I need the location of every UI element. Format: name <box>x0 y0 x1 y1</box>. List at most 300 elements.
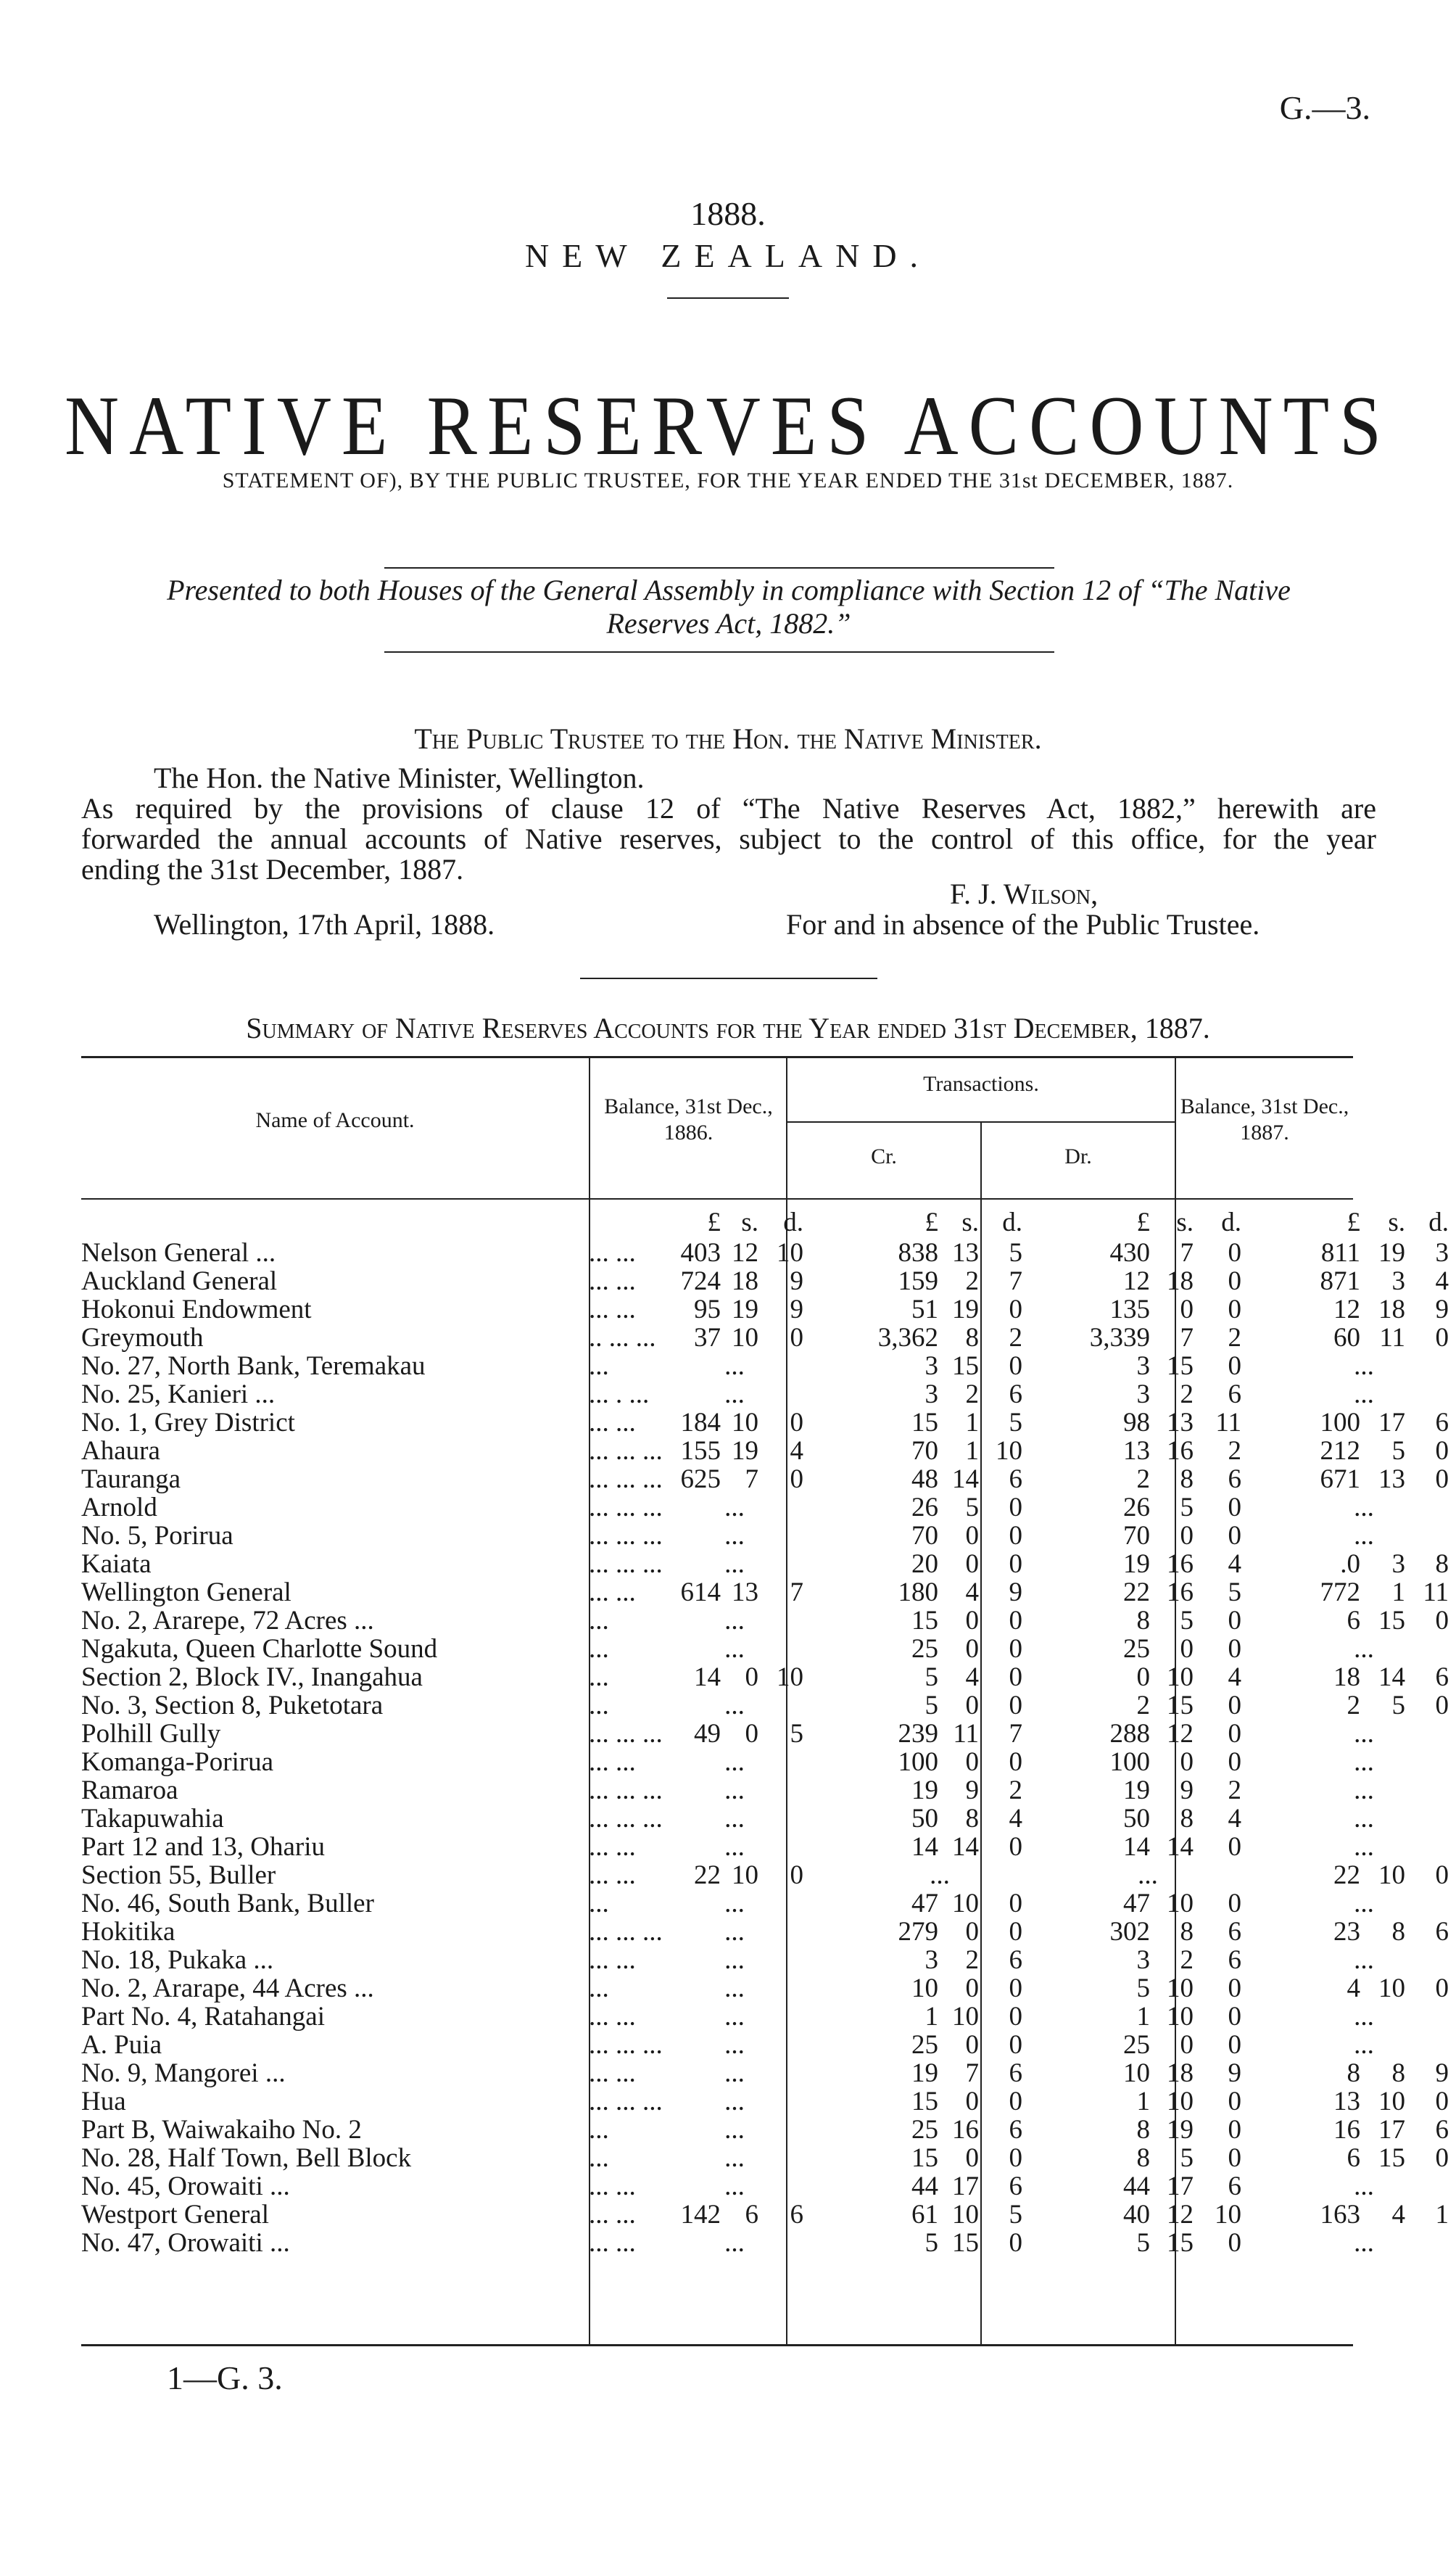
dr-pence: 0 <box>1228 1238 1241 1268</box>
cr-pence: 5 <box>1009 1408 1022 1438</box>
b86-empty: ... <box>724 1521 745 1551</box>
b87-pence: 0 <box>1435 1606 1449 1636</box>
cr-pounds: 70 <box>911 1521 938 1551</box>
cr-shillings: 2 <box>965 1379 979 1409</box>
cr-shillings: 17 <box>952 2172 979 2201</box>
cr-shillings: 13 <box>952 1238 979 1268</box>
dr-pence: 0 <box>1228 1295 1241 1324</box>
dr-shillings: 5 <box>1180 1606 1194 1636</box>
cr-pounds: 50 <box>911 1804 938 1834</box>
dr-pounds: 8 <box>1136 2115 1150 2145</box>
dr-shillings: 2 <box>1180 1379 1194 1409</box>
cr-shillings: 2 <box>965 1266 979 1296</box>
b87-pounds: 2 <box>1347 1691 1360 1720</box>
b86-shillings: 18 <box>732 1266 758 1296</box>
leader-dots: ... ... <box>589 1295 636 1324</box>
account-name: Nelson General ... <box>81 1238 276 1268</box>
units-row <box>81 1208 1449 1237</box>
b86-shillings: 10 <box>732 1323 758 1353</box>
cr-pounds: 48 <box>911 1464 938 1494</box>
account-name: No. 28, Half Town, Bell Block <box>81 2143 412 2173</box>
dr-pounds: 12 <box>1123 1266 1150 1296</box>
b87-shillings: 8 <box>1391 2058 1405 2088</box>
account-name: Section 55, Buller <box>81 1860 276 1890</box>
dr-pounds: 3 <box>1136 1379 1150 1409</box>
dr-shillings: 16 <box>1167 1577 1194 1607</box>
cr-shillings: 16 <box>952 2115 979 2145</box>
divider <box>667 297 789 299</box>
leader-dots: .. ... ... <box>589 1323 656 1353</box>
dr-shillings: 0 <box>1180 2030 1194 2060</box>
cr-pounds: 3 <box>925 1945 938 1975</box>
account-name: Ahaura <box>81 1436 160 1466</box>
cr-pence: 5 <box>1009 2200 1022 2230</box>
cr-pence: 6 <box>1009 2058 1022 2088</box>
b86-empty: ... <box>724 1832 745 1862</box>
cr-pounds: 25 <box>911 1634 938 1664</box>
dr-pence: 0 <box>1228 1521 1241 1551</box>
leader-dots: ... ... ... <box>589 2087 663 2116</box>
b87-shillings: 3 <box>1391 1549 1405 1579</box>
cr-pounds: 279 <box>898 1917 938 1947</box>
leader-dots: ... ... ... <box>589 1464 663 1494</box>
dr-pence: 0 <box>1228 2143 1241 2173</box>
dr-pounds: 430 <box>1109 1238 1150 1268</box>
cr-pence: 6 <box>1009 1379 1022 1409</box>
letter-body-line-2: forwarded the annual accounts of Native reserves, subject to the control of this office, for the year <box>81 822 1376 855</box>
cr-shillings: 0 <box>965 1691 979 1720</box>
dr-pence: 0 <box>1228 2030 1241 2060</box>
cr-pence: 0 <box>1009 1691 1022 1720</box>
cr-pence: 0 <box>1009 1747 1022 1777</box>
b87-empty: ... <box>1354 1832 1374 1862</box>
dr-pence: 6 <box>1228 1917 1241 1947</box>
dr-shillings: 15 <box>1167 1351 1194 1381</box>
dr-shillings: 19 <box>1167 2115 1194 2145</box>
dr-pence: 0 <box>1228 1889 1241 1918</box>
summary-title: Summary of Native Reserves Accounts for the Year ended 31st December, 1887. <box>246 1012 1210 1044</box>
b87-pounds: 23 <box>1333 1917 1360 1947</box>
dr-pounds: 302 <box>1109 1917 1150 1947</box>
cr-shillings: 0 <box>965 1521 979 1551</box>
header-balance-1887: Balance, 31st Dec., 1887. <box>1180 1094 1349 1144</box>
leader-dots: ... ... <box>589 1747 636 1777</box>
leader-dots: ... ... <box>589 1238 636 1268</box>
leader-dots: ... ... ... <box>589 2030 663 2060</box>
cr-pence: 6 <box>1009 1464 1022 1494</box>
dr-pounds: 1 <box>1136 2002 1150 2032</box>
unit-pounds: £ <box>1136 1208 1150 1237</box>
accounts-table <box>81 1239 1449 2257</box>
b86-shillings: 0 <box>745 1719 758 1749</box>
b87-pounds: 871 <box>1320 1266 1360 1296</box>
b87-shillings: 3 <box>1391 1266 1405 1296</box>
b86-pence: 0 <box>790 1464 803 1494</box>
b87-pounds: 671 <box>1320 1464 1360 1494</box>
account-name: No. 46, South Bank, Buller <box>81 1889 374 1918</box>
table-row <box>81 1691 1449 1720</box>
b87-shillings: 5 <box>1391 1691 1405 1720</box>
country-heading: NEW ZEALAND. <box>524 237 932 274</box>
cr-shillings: 0 <box>965 1606 979 1636</box>
cr-pounds: 15 <box>911 1606 938 1636</box>
b86-shillings: 13 <box>732 1577 758 1607</box>
cr-shillings: 2 <box>965 1945 979 1975</box>
cr-pounds: 1 <box>925 2002 938 2032</box>
dr-pounds: 70 <box>1123 1521 1150 1551</box>
dr-shillings: 10 <box>1167 1662 1194 1692</box>
cr-shillings: 14 <box>952 1464 979 1494</box>
divider <box>384 651 1054 653</box>
b86-empty: ... <box>724 1493 745 1522</box>
unit-pounds: £ <box>1347 1208 1360 1237</box>
b86-empty: ... <box>724 2058 745 2088</box>
dr-shillings: 0 <box>1180 1747 1194 1777</box>
cr-pounds: 26 <box>911 1493 938 1522</box>
b86-empty: ... <box>724 1804 745 1834</box>
b86-pence: 4 <box>790 1436 803 1466</box>
dr-pence: 0 <box>1228 1493 1241 1522</box>
dr-pounds: 26 <box>1123 1493 1150 1522</box>
b87-shillings: 5 <box>1391 1436 1405 1466</box>
header-name-of-account: Name of Account. <box>255 1108 415 1132</box>
b87-pence: 0 <box>1435 2087 1449 2116</box>
b86-shillings: 19 <box>732 1436 758 1466</box>
presented-line-2: Reserves Act, 1882.” <box>606 607 851 640</box>
cr-pounds: 838 <box>898 1238 938 1268</box>
b86-empty: ... <box>724 1945 745 1975</box>
dr-shillings: 16 <box>1167 1549 1194 1579</box>
b87-pounds: 772 <box>1320 1577 1360 1607</box>
account-name: Wellington General <box>81 1577 291 1607</box>
dr-shillings: 12 <box>1167 2200 1194 2230</box>
cr-pounds: 3 <box>925 1351 938 1381</box>
leader-dots: ... ... <box>589 1577 636 1607</box>
dr-shillings: 13 <box>1167 1408 1194 1438</box>
account-name: Polhill Gully <box>81 1719 221 1749</box>
dr-pounds: 288 <box>1109 1719 1150 1749</box>
header-transactions: Transactions. <box>923 1072 1039 1096</box>
table-row <box>81 1324 1449 1352</box>
document-title: NATIVE RESERVES ACCOUNTS <box>64 379 1392 473</box>
cr-shillings: 0 <box>965 2143 979 2173</box>
leader-dots: ... ... ... <box>589 1804 663 1834</box>
b86-pounds: 14 <box>694 1662 721 1692</box>
table-row <box>81 2116 1449 2144</box>
b86-pence: 9 <box>790 1266 803 1296</box>
dr-pence: 0 <box>1228 1832 1241 1862</box>
leader-dots: ... <box>589 1691 609 1720</box>
table-row <box>81 1748 1449 1776</box>
dr-pence: 6 <box>1228 1464 1241 1494</box>
cr-pounds: 3 <box>925 1379 938 1409</box>
b86-empty: ... <box>724 2002 745 2032</box>
dr-pence: 0 <box>1228 1351 1241 1381</box>
cr-shillings: 1 <box>965 1408 979 1438</box>
dr-shillings: 18 <box>1167 1266 1194 1296</box>
b87-pounds: 60 <box>1333 1323 1360 1353</box>
cr-pounds: 19 <box>911 2058 938 2088</box>
table-row <box>81 1295 1449 1324</box>
dr-pence: 4 <box>1228 1804 1241 1834</box>
b86-pence: 10 <box>777 1662 803 1692</box>
b86-empty: ... <box>724 1606 745 1636</box>
signatory-name: F. J. Wilson, <box>950 878 1099 910</box>
b87-pounds: 6 <box>1347 1606 1360 1636</box>
cr-pounds: 19 <box>911 1775 938 1805</box>
b87-pounds: .0 <box>1340 1549 1360 1579</box>
leader-dots: ... ... ... <box>589 1917 663 1947</box>
table-row <box>81 2003 1449 2031</box>
dr-pounds: 98 <box>1123 1408 1150 1438</box>
cr-pounds: 44 <box>911 2172 938 2201</box>
b87-pence: 1 <box>1435 2200 1449 2230</box>
letter-place-date: Wellington, 17th April, 1888. <box>154 908 495 941</box>
dr-pounds: 44 <box>1123 2172 1150 2201</box>
dr-pence: 6 <box>1228 1945 1241 1975</box>
letter-heading: The Public Trustee to the Hon. the Native Minister. <box>414 722 1042 755</box>
cr-shillings: 0 <box>965 1634 979 1664</box>
dr-pounds: 25 <box>1123 2030 1150 2060</box>
b86-pounds: 184 <box>680 1408 721 1438</box>
b87-empty: ... <box>1354 2002 1374 2032</box>
b87-empty: ... <box>1354 1719 1374 1749</box>
b87-pounds: 6 <box>1347 2143 1360 2173</box>
cr-pence: 0 <box>1009 1973 1022 2003</box>
b87-empty: ... <box>1354 1804 1374 1834</box>
account-name: Tauranga <box>81 1464 181 1494</box>
cr-pounds: 239 <box>898 1719 938 1749</box>
b86-empty: ... <box>724 1889 745 1918</box>
b86-pounds: 625 <box>680 1464 721 1494</box>
b86-pounds: 403 <box>680 1238 721 1268</box>
dr-pence: 5 <box>1228 1577 1241 1607</box>
cr-pence: 0 <box>1009 1351 1022 1381</box>
b87-pence: 9 <box>1435 1295 1449 1324</box>
b86-empty: ... <box>724 1691 745 1720</box>
b86-pence: 7 <box>790 1577 803 1607</box>
cr-pence: 10 <box>996 1436 1022 1466</box>
table-row <box>81 1380 1449 1409</box>
cr-pounds: 47 <box>911 1889 938 1918</box>
b86-pence: 0 <box>790 1323 803 1353</box>
b86-shillings: 6 <box>745 2200 758 2230</box>
account-name: Komanga-Porirua <box>81 1747 274 1777</box>
dr-pence: 0 <box>1228 1747 1241 1777</box>
letter-addressee: The Hon. the Native Minister, Wellington. <box>154 762 645 794</box>
account-name: A. Puia <box>81 2030 162 2060</box>
dr-shillings: 16 <box>1167 1436 1194 1466</box>
b87-pence: 3 <box>1435 1238 1449 1268</box>
account-name: Hokonui Endowment <box>81 1295 312 1324</box>
cr-pence: 5 <box>1009 1238 1022 1268</box>
table-row <box>81 1550 1449 1578</box>
cr-pence: 0 <box>1009 2228 1022 2258</box>
b87-pounds: 16 <box>1333 2115 1360 2145</box>
b87-pence: 6 <box>1435 1408 1449 1438</box>
dr-pence: 6 <box>1228 1379 1241 1409</box>
b87-pence: 6 <box>1435 1917 1449 1947</box>
b86-pence: 5 <box>790 1719 803 1749</box>
b87-pence: 0 <box>1435 2143 1449 2173</box>
b87-shillings: 10 <box>1378 1860 1405 1890</box>
leader-dots: ... ... <box>589 2058 636 2088</box>
cr-pence: 0 <box>1009 2087 1022 2116</box>
cr-pence: 0 <box>1009 1521 1022 1551</box>
cr-pence: 0 <box>1009 1662 1022 1692</box>
leader-dots: ... <box>589 1351 609 1381</box>
dr-shillings: 7 <box>1180 1238 1194 1268</box>
b86-empty: ... <box>724 2115 745 2145</box>
account-name: No. 2, Ararepe, 72 Acres ... <box>81 1606 374 1636</box>
dr-pounds: 14 <box>1123 1832 1150 1862</box>
account-name: No. 25, Kanieri ... <box>81 1379 276 1409</box>
table-top-rule <box>81 1056 1353 1058</box>
dr-shillings: 8 <box>1180 1917 1194 1947</box>
b87-empty: ... <box>1354 1521 1374 1551</box>
dr-pounds: 19 <box>1123 1549 1150 1579</box>
dr-shillings: 7 <box>1180 1323 1194 1353</box>
account-name: Greymouth <box>81 1323 204 1353</box>
cr-pence: 6 <box>1009 2172 1022 2201</box>
table-row <box>81 2087 1449 2116</box>
dr-pence: 11 <box>1215 1408 1241 1438</box>
cr-pence: 0 <box>1009 2002 1022 2032</box>
table-row <box>81 1918 1449 1946</box>
b86-shillings: 12 <box>732 1238 758 1268</box>
dr-pence: 0 <box>1228 2115 1241 2145</box>
cr-shillings: 7 <box>965 2058 979 2088</box>
dr-shillings: 15 <box>1167 1691 1194 1720</box>
signatory-role: For and in absence of the Public Trustee. <box>786 908 1260 941</box>
cr-pounds: 25 <box>911 2115 938 2145</box>
dr-shillings: 14 <box>1167 1832 1194 1862</box>
leader-dots: ... ... <box>589 2002 636 2032</box>
cr-shillings: 19 <box>952 1295 979 1324</box>
b87-shillings: 13 <box>1378 1464 1405 1494</box>
account-name: No. 5, Porirua <box>81 1521 233 1551</box>
dr-pounds: 13 <box>1123 1436 1150 1466</box>
dr-pounds: 1 <box>1136 2087 1150 2116</box>
b86-empty: ... <box>724 1775 745 1805</box>
b87-pounds: 212 <box>1320 1436 1360 1466</box>
b87-empty: ... <box>1354 1634 1374 1664</box>
unit-shillings: s. <box>1388 1208 1405 1237</box>
dr-pence: 10 <box>1215 2200 1241 2230</box>
b86-empty: ... <box>724 1379 745 1409</box>
leader-dots: ... <box>589 2143 609 2173</box>
account-name: No. 45, Orowaiti ... <box>81 2172 290 2201</box>
leader-dots: ... ... <box>589 2200 636 2230</box>
table-row <box>81 2201 1449 2229</box>
leader-dots: ... ... ... <box>589 1719 663 1749</box>
b87-pence: 11 <box>1423 1577 1449 1607</box>
b87-empty: ... <box>1354 1889 1374 1918</box>
dr-pence: 0 <box>1228 1691 1241 1720</box>
b87-pence: 0 <box>1435 1691 1449 1720</box>
account-name: Section 2, Block IV., Inangahua <box>81 1662 423 1692</box>
b87-pounds: 18 <box>1333 1662 1360 1692</box>
dr-pounds: 3,339 <box>1089 1323 1150 1353</box>
account-name: Ngakuta, Queen Charlotte Sound <box>81 1634 438 1664</box>
cr-shillings: 15 <box>952 1351 979 1381</box>
cr-pence: 0 <box>1009 1493 1022 1522</box>
cr-pounds: 15 <box>911 1408 938 1438</box>
cr-shillings: 4 <box>965 1662 979 1692</box>
cr-pence: 7 <box>1009 1719 1022 1749</box>
table-row <box>81 2059 1449 2087</box>
b86-pounds: 614 <box>680 1577 721 1607</box>
cr-pence: 0 <box>1009 1634 1022 1664</box>
account-name: Hokitika <box>81 1917 175 1947</box>
dr-shillings: 12 <box>1167 1719 1194 1749</box>
account-name: Westport General <box>81 2200 269 2230</box>
b86-empty: ... <box>724 1634 745 1664</box>
b87-shillings: 4 <box>1391 2200 1405 2230</box>
dr-pounds: 3 <box>1136 1351 1150 1381</box>
table-row <box>81 1974 1449 2003</box>
unit-shillings: s. <box>961 1208 979 1237</box>
b86-empty: ... <box>724 1917 745 1947</box>
dr-pence: 2 <box>1228 1775 1241 1805</box>
cr-pounds: 100 <box>898 1747 938 1777</box>
unit-pence: d. <box>783 1208 803 1237</box>
b87-pence: 0 <box>1435 1436 1449 1466</box>
dr-pence: 6 <box>1228 2172 1241 2201</box>
cr-shillings: 0 <box>965 2087 979 2116</box>
leader-dots: ... ... <box>589 1945 636 1975</box>
dr-pence: 2 <box>1228 1323 1241 1353</box>
document-subtitle: STATEMENT OF), BY THE PUBLIC TRUSTEE, FOR THE YEAR ENDED THE 31st DECEMBER, 1887. <box>222 469 1234 492</box>
account-name: Hua <box>81 2087 126 2116</box>
cr-shillings: 10 <box>952 2200 979 2230</box>
leader-dots: ... <box>589 1662 609 1692</box>
dr-pounds: 5 <box>1136 1973 1150 2003</box>
header-cr: Cr. <box>871 1144 897 1168</box>
cr-pence: 0 <box>1009 2030 1022 2060</box>
dr-pence: 0 <box>1228 2087 1241 2116</box>
dr-pence: 0 <box>1228 1266 1241 1296</box>
b87-pounds: 22 <box>1333 1860 1360 1890</box>
dr-pence: 0 <box>1228 2002 1241 2032</box>
cr-shillings: 0 <box>965 1549 979 1579</box>
table-bottom-rule <box>81 2344 1353 2346</box>
b86-shillings: 10 <box>732 1408 758 1438</box>
dr-shillings: 10 <box>1167 1973 1194 2003</box>
unit-pounds: £ <box>707 1208 721 1237</box>
b86-pounds: 22 <box>694 1860 721 1890</box>
b86-shillings: 0 <box>745 1662 758 1692</box>
cr-pounds: 5 <box>925 2228 938 2258</box>
b86-pence: 9 <box>790 1295 803 1324</box>
account-name: Part 12 and 13, Ohariu <box>81 1832 326 1862</box>
cr-pence: 0 <box>1009 1606 1022 1636</box>
account-name: No. 47, Orowaiti ... <box>81 2228 290 2258</box>
b87-empty: ... <box>1354 2172 1374 2201</box>
unit-pence: d. <box>1428 1208 1449 1237</box>
table-row <box>81 1635 1449 1663</box>
cr-shillings: 11 <box>953 1719 979 1749</box>
b86-pounds: 95 <box>694 1295 721 1324</box>
table-row <box>81 2144 1449 2172</box>
table-row <box>81 1833 1449 1861</box>
b86-empty: ... <box>724 2087 745 2116</box>
cr-shillings: 0 <box>965 2030 979 2060</box>
dr-pounds: 50 <box>1123 1804 1150 1834</box>
b86-empty: ... <box>724 2143 745 2173</box>
cr-pence: 6 <box>1009 1945 1022 1975</box>
b87-empty: ... <box>1354 1747 1374 1777</box>
